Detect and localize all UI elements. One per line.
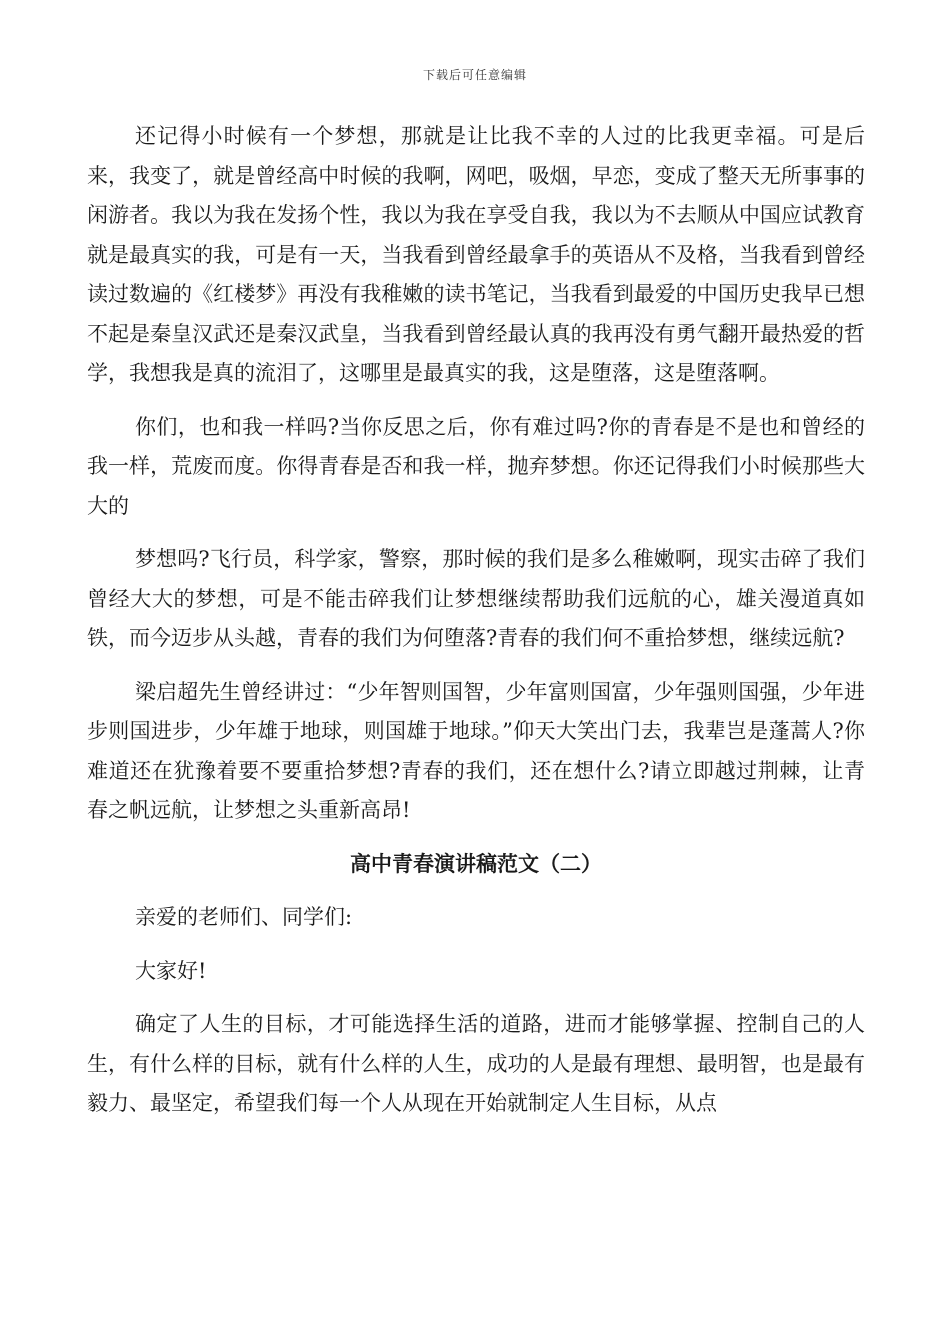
paragraph-life-goals: 确定了人生的目标，才可能选择生活的道路，进而才能够掌握、控制自己的人生，有什么样的目标，就有什么样的人生，成功的人是最有理想、最明智，也是最有毅力、最坚定，希望我们每一个人从现在开始就制定人生目标，从点: [87, 1012, 865, 1115]
paragraph-childhood-dream: 还记得小时候有一个梦想，那就是让比我不幸的人过的比我更幸福。可是后来，我变了，就是曾经高中时候的我啊，网吧，吸烟，早恋，变成了整天无所事事的闲游者。我以为我在发扬个性，我以为我在享受自我，我以为不去顺从中国应试教育就是最真实的我，可是有一天，当我看到曾经最拿手的英语从不及格，当我看到曾经读过数遍的《红楼梦》再没有我稚嫩的读书笔记，当我看到最爱的中国历史我早已想不起是秦皇汉武还是秦汉武皇，当我看到曾经最认真的我再没有勇气翻开最热爱的哲学，我想我是真的流泪了，这哪里是最真实的我，这是堕落，这是堕落啊。: [87, 124, 865, 385]
page-header-note: 下载后可任意编辑: [422, 68, 527, 82]
paragraph-salutation: 亲爱的老师们、同学们:: [135, 905, 353, 929]
paragraph-greeting: 大家好!: [135, 958, 207, 983]
paragraph-liang-qichao-quote: 梁启超先生曾经讲过：“少年智则国智，少年富则国富，少年强则国强，少年进步则国进步，少年雄于地球，则国雄于地球。”仰天大笑出门去，我辈岂是蓬蒿人?你难道还在犹豫着要不要重拾梦想?青春的我们，还在想什么?请立即越过荆棘，让青春之帆远航，让梦想之头重新高昂!: [87, 679, 865, 822]
section-title: 高中青春演讲稿范文（二）: [350, 851, 602, 876]
paragraph-dreams-sail: 梦想吗?飞行员，科学家，警察，那时候的我们是多么稚嫩啊，现实击碎了我们曾经大大的梦想，可是不能击碎我们让梦想继续帮助我们远航的心，雄关漫道真如铁，而今迈步从头越，青春的我们为何堕落?青春的我们何不重拾梦想，继续远航?: [87, 547, 865, 650]
document-body: [87, 117, 865, 1138]
paragraph-question-youth: 你们，也和我一样吗?当你反思之后，你有难过吗?你的青春是不是也和曾经的我一样，荒废而度。你得青春是否和我一样，抛弃梦想。你还记得我们小时候那些大大的: [87, 414, 865, 518]
